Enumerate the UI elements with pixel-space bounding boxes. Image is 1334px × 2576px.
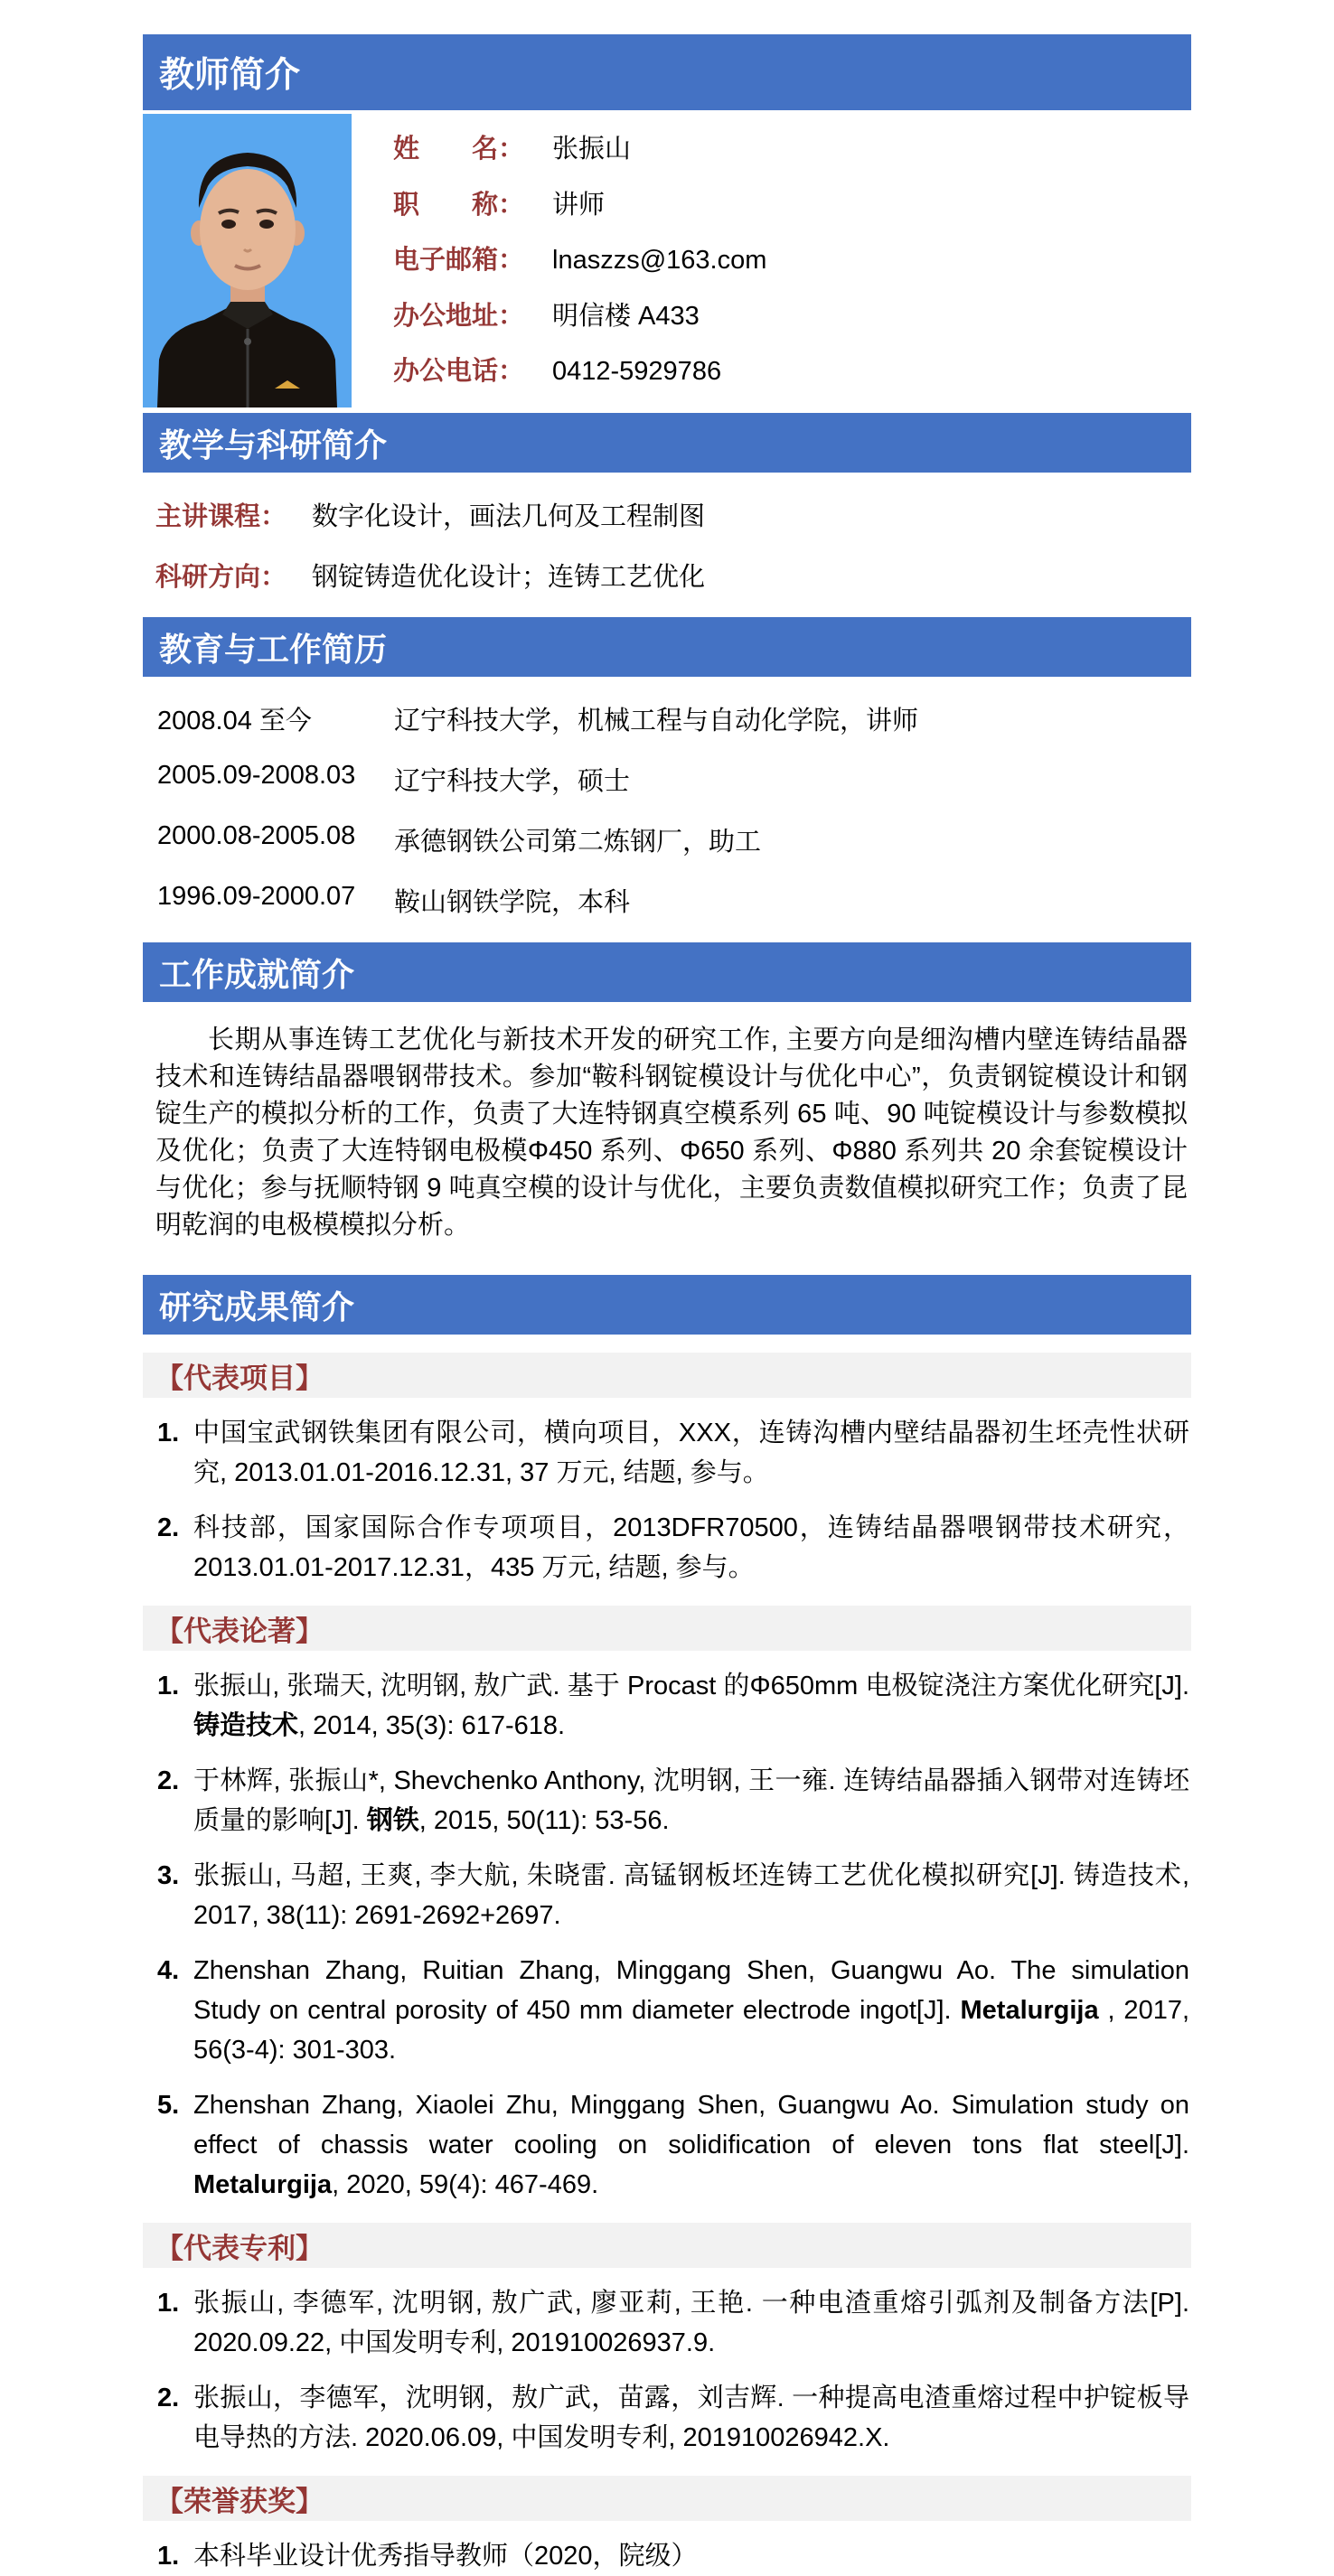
field-label: 办公地址： (393, 301, 525, 331)
project-item (143, 1413, 1191, 1493)
education-row (143, 882, 1191, 919)
education-row (143, 761, 1191, 798)
list-item-text (193, 1413, 1191, 1493)
publication-item (143, 1856, 1191, 1935)
section-header-education-label: 教育与工作简历 (159, 630, 388, 668)
education-detail: 辽宁科技大学，硕士 (394, 767, 631, 796)
education-detail: 承德钢铁公司第二炼钢厂，助工 (394, 828, 762, 857)
section-header-research-results (143, 1275, 1191, 1335)
section-header-education (143, 617, 1191, 677)
field-label: 姓 名： (393, 135, 525, 164)
field-value: lnaszzs@163.com (552, 246, 767, 275)
item-text-pre: 张振山, 马超, 王爽, 李大航, 朱晓雷. 高锰钢板坯连铸工艺优化模拟研究[J]. 铸造技术, 2017, 38(11): 2691-2692+2697. (193, 1861, 1189, 1930)
item-text-bold: 铸造技术 (193, 1711, 299, 1740)
item-text-post: , 2014, 35(3): 617-618. (298, 1711, 566, 1740)
item-text-pre: 本科毕业设计优秀指导教师（2020，院级） (193, 2542, 698, 2571)
publication-item (143, 2085, 1191, 2205)
list-item-number: 3. (157, 1861, 180, 1890)
teaching-row-research-direction (143, 557, 1191, 594)
item-text-pre: Zhenshan Zhang, Xiaolei Zhu, Minggang Shen, Guangwu Ao. Simulation study on effect of chassis water cooling on solidification of eleven tons flat steel[J]. (193, 2091, 1189, 2159)
row-label: 科研方向： (155, 563, 287, 592)
item-text-pre: 张振山, 张瑞天, 沈明钢, 敖广武. 基于 Procast 的Φ650mm 电极锭浇注方案优化研究[J]. (193, 1672, 1189, 1700)
field-value: 讲师 (552, 190, 606, 220)
honor-item (143, 2536, 1191, 2576)
project-item (143, 1508, 1191, 1588)
patent-item (143, 2378, 1191, 2458)
subsection-header-honors: 【荣誉获奖】 (143, 2476, 1191, 2521)
subsection-header-patents: 【代表专利】 (143, 2223, 1191, 2268)
list-item-number: 1. (157, 1672, 180, 1700)
item-text-bold: 钢铁 (366, 1806, 419, 1835)
field-label: 电子邮箱： (393, 246, 525, 275)
profile-fields (393, 114, 1191, 407)
education-row (143, 700, 1191, 737)
item-text-pre: Zhenshan Zhang, Ruitian Zhang, Minggang Shen, Guangwu Ao. The simulation Study on central porosity of 450 mm diameter electrode ingot[J]. (193, 1956, 1189, 2025)
row-label: 主讲课程： (155, 502, 287, 531)
list-item-number: 5. (157, 2091, 180, 2120)
item-text-post: , 2020, 59(4): 467-469. (332, 2170, 599, 2199)
profile-field-phone (393, 351, 1191, 388)
list-item-text (193, 1951, 1191, 2070)
field-label: 职 称： (393, 190, 525, 220)
item-text-pre: 于林辉, 张振山*, Shevchenko Anthony, 沈明钢, 王一雍. 连铸结晶器插入钢带对连铸坯质量的影响[J]. (193, 1766, 1189, 1835)
item-text-post: , 2015, 50(11): 53-56. (418, 1806, 670, 1835)
teaching-row-courses (143, 496, 1191, 533)
field-label: 办公电话： (393, 357, 525, 386)
field-value: 0412-5929786 (552, 357, 722, 386)
field-value: 明信楼 A433 (552, 301, 700, 331)
teacher-profile-document (143, 0, 1191, 2576)
list-item-number: 1. (157, 2289, 180, 2318)
list-item-number: 2. (157, 2384, 180, 2412)
list-item-number: 2. (157, 1513, 180, 1542)
section-header-research-results-label: 研究成果简介 (159, 1288, 355, 1325)
list-item-text (193, 2283, 1191, 2363)
education-detail: 辽宁科技大学，机械工程与自动化学院，讲师 (394, 707, 919, 735)
education-period: 2005.09-2008.03 (157, 761, 356, 790)
list-item-text (193, 1666, 1191, 1746)
item-text-post: , 2017, 56(3-4): 301-303. (193, 1996, 1190, 2065)
profile-field-title (393, 184, 1191, 221)
list-item-text (193, 1856, 1191, 1935)
education-period: 1996.09-2000.07 (157, 882, 356, 911)
list-item-text (193, 2378, 1191, 2458)
list-item-text (193, 1508, 1191, 1588)
list-item-number: 1. (157, 2542, 180, 2571)
list-item-text (193, 2536, 1191, 2576)
list-item-text (193, 2085, 1191, 2205)
education-row (143, 821, 1191, 858)
list-item-number: 1. (157, 1419, 180, 1447)
publication-item (143, 1761, 1191, 1841)
section-header-profile (143, 34, 1191, 110)
profile-photo (143, 114, 352, 407)
publication-item (143, 1666, 1191, 1746)
row-value: 数字化设计，画法几何及工程制图 (312, 502, 706, 531)
work-achievements-paragraph: 长期从事连铸工艺优化与新技术开发的研究工作, 主要方向是细沟槽内壁连铸结晶器技术和连铸结晶器喂钢带技术。参加“鞍科钢锭模设计与优化中心”，负责钢锭模设计和钢锭生产的模拟分析的工作，负责了大连特钢真空模系列 65 吨、90 吨锭模设计与参数模拟及优化；负责了大连特钢电极模Φ450 系列、Φ650 系列、Φ880 系列共 20 余套锭模设计与优化；参与抚顺特钢 9 吨真空模的设计与优化，主要负责数值模拟研究工作；负责了昆明乾润的电极模模拟分析。 (155, 1026, 1188, 1240)
subsection-header-publications: 【代表论著】 (143, 1606, 1191, 1651)
item-text-pre: 中国宝武钢铁集团有限公司，横向项目，XXX，连铸沟槽内壁结晶器初生坯壳性状研究, 2013.01.01-2016.12.31, 37 万元, 结题, 参与。 (193, 1419, 1189, 1487)
list-item-text (193, 1761, 1191, 1841)
education-detail: 鞍山钢铁学院，本科 (394, 888, 631, 917)
publication-item (143, 1951, 1191, 2070)
item-text-pre: 科技部，国家国际合作专项项目，2013DFR70500，连铸结晶器喂钢带技术研究，2013.01.01-2017.12.31，435 万元, 结题, 参与。 (193, 1513, 1189, 1582)
section-header-teaching (143, 413, 1191, 473)
profile-field-name (393, 128, 1191, 165)
item-text-bold: Metalurgija (193, 2170, 333, 2199)
education-period: 2000.08-2005.08 (157, 821, 356, 850)
item-text-pre: 张振山, 李德军, 沈明钢, 敖广武, 廖亚莉, 王艳. 一种电渣重熔引弧剂及制备方法[P]. 2020.09.22, 中国发明专利, 201910026937.9. (193, 2289, 1189, 2357)
profile-field-office (393, 295, 1191, 333)
list-item-number: 4. (157, 1956, 180, 1985)
item-text-pre: 张振山，李德军，沈明钢，敖广武，苗露，刘吉辉. 一种提高电渣重熔过程中护锭板导电导热的方法. 2020.06.09, 中国发明专利, 201910026942.X. (193, 2384, 1189, 2452)
field-value: 张振山 (552, 135, 632, 164)
list-item-number: 2. (157, 1766, 180, 1795)
section-header-teaching-label: 教学与科研简介 (159, 426, 388, 464)
profile-field-email (393, 239, 1191, 276)
section-header-work-achievements-label: 工作成就简介 (159, 955, 355, 993)
section-header-work-achievements (143, 942, 1191, 1002)
portrait-illustration (143, 114, 352, 407)
patent-item (143, 2283, 1191, 2363)
item-text-bold: Metalurgija (960, 1996, 1099, 2025)
section-header-profile-label: 教师简介 (159, 56, 301, 95)
education-period: 2008.04 至今 (157, 707, 312, 735)
profile-block (143, 114, 1191, 407)
subsection-header-projects: 【代表项目】 (143, 1353, 1191, 1398)
row-value: 钢锭铸造优化设计；连铸工艺优化 (312, 563, 706, 592)
